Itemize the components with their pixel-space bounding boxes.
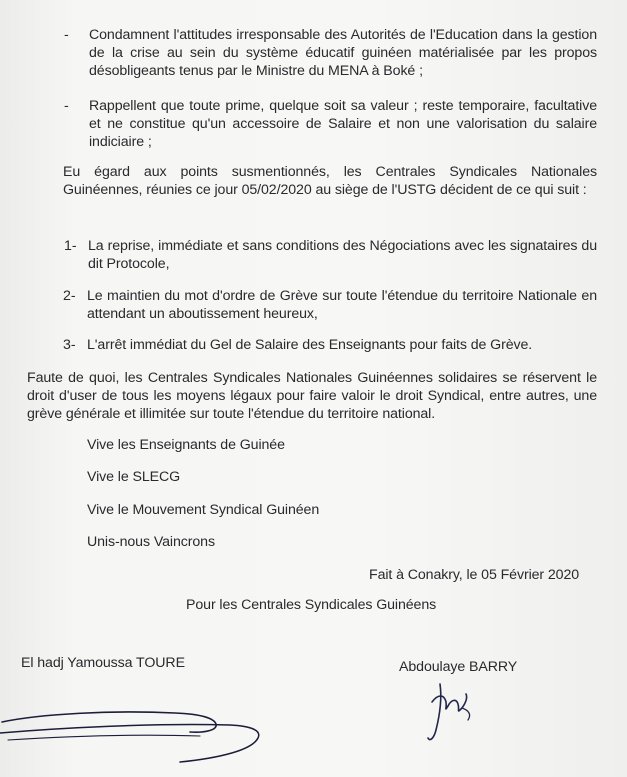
slogan-line: Vive le Mouvement Syndical Guinéen [87,502,320,518]
bullet-marker: - [64,27,69,43]
decision-item-1: La reprise, immédiate et sans conditions des Négociations avec les signataires du dit Protocole, [88,238,597,272]
signatory-left: El hadj Yamoussa TOURE [21,655,185,671]
slogan-line: Vive les Enseignants de Guinée [87,437,285,453]
decision-number: 1- [64,238,77,254]
decision-item-2: Le maintien du mot d'ordre de Grève sur toute l'étendue du territoire Nationale en attendant un aboutissement heureux, [87,288,597,322]
signature-right-image [418,680,478,750]
on-behalf-line: Pour les Centrales Syndicales Guinéens [186,597,437,613]
decision-number: 3- [63,337,76,353]
slogan-line: Unis-nous Vaincrons [87,534,215,550]
bullet-paragraph-2: Rappellent que toute prime, quelque soit sa valeur ; reste temporaire, facultative et ne constitue qu'un accessoire de Salaire et non une valorisation du salaire indiciaire ; [89,98,597,150]
decision-number: 2- [63,288,76,304]
place-date: Fait à Conakry, le 05 Février 2020 [369,567,580,583]
bullet-paragraph-1: Condamnent l'attitudes irresponsable des Autorités de l'Education dans la gestion de la crise au sein du système éducatif guinéen matérialisée par les propos désobligeants tenus par le Ministre du MENA à Boké ; [89,27,597,79]
signatory-right: Abdoulaye BARRY [399,659,518,675]
intro-paragraph: Eu égard aux points susmentionnés, les Centrales Syndicales Nationales Guinéennes, réunies ce jour 05/02/2020 au siège de l'USTG décident de ce qui suit : [63,164,597,198]
decision-item-3: L'arrêt immédiat du Gel de Salaire des Enseignants pour faits de Grève. [87,337,533,353]
bullet-marker: - [64,98,69,114]
conclusion-paragraph: Faute de quoi, les Centrales Syndicales Nationales Guinéennes solidaires se réservent le droit d'user de tous les moyens légaux pour faire valoir le droit Syndical, entre autres, une grève générale et illimitée sur toute l'étendue du territoire national. [27,370,597,422]
slogan-line: Vive le SLECG [87,469,181,485]
signature-left-image [0,700,280,770]
